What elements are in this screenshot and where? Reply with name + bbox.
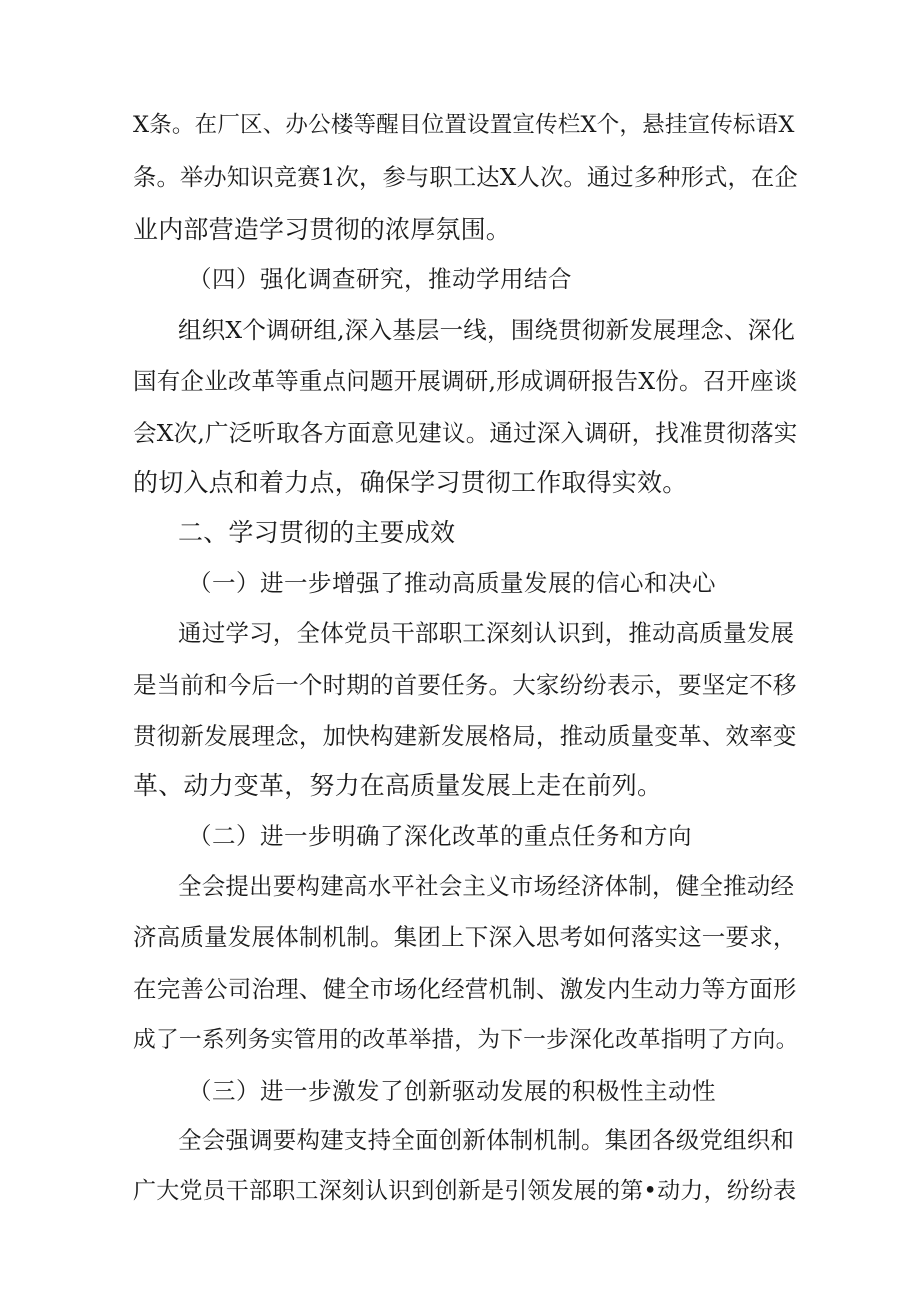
- body-line: 国有企业改革等重点问题开展调研,形成调研报告X份。召开座谈: [133, 367, 798, 395]
- section-heading: （二）进一步明确了深化改革的重点任务和方向: [188, 822, 692, 850]
- body-line: X条。在厂区、办公楼等醒目位置设置宣传栏X个，悬挂宣传标语X: [133, 112, 795, 138]
- body-line: 革、动力变革，努力在高质量发展上走在前列。: [133, 771, 663, 800]
- body-line: 通过学习，全体党员干部职工深刻认识到，推动高质量发展: [178, 619, 795, 647]
- body-line: 是当前和今后一个时期的首要任务。大家纷纷表示，要坚定不移: [133, 671, 797, 699]
- body-line: 广大党员干部职工深刻认识到创新是引领发展的第•动力，纷纷表: [133, 1178, 797, 1204]
- section-title: 二、学习贯彻的主要成效: [178, 518, 456, 547]
- body-line: 济高质量发展体制机制。集团上下深入思考如何落实这一要求，: [133, 923, 797, 951]
- body-line: 业内部营造学习贯彻的浓厚氛围。: [133, 215, 512, 244]
- section-heading: （三）进一步激发了创新驱动发展的积极性主动性: [188, 1077, 716, 1105]
- section-heading: （四）强化调查研究，推动学用结合: [188, 265, 572, 293]
- body-line: 全会强调要构建支持全面创新体制机制。集团各级党组织和: [178, 1126, 795, 1154]
- body-line: 组织X个调研组,深入基层一线，围绕贯彻新发展理念、深化: [178, 316, 796, 344]
- body-line: 成了一系列务实管用的改革举措，为下一步深化改革指明了方向。: [133, 1027, 799, 1053]
- body-line: 全会提出要构建高水平社会主义市场经济体制，健全推动经: [178, 872, 795, 900]
- body-line: 在完善公司治理、健全市场化经营机制、激发内生动力等方面形: [133, 975, 797, 1003]
- body-line: 的切入点和着力点，确保学习贯彻工作取得实效。: [133, 468, 688, 497]
- body-line: 会X次,广泛听取各方面意见建议。通过深入调研，找准贯彻落实: [133, 419, 798, 447]
- body-line: 贯彻新发展理念，加快构建新发展格局，推动质量变革、效率变: [133, 722, 797, 750]
- section-heading: （一）进一步增强了推动高质量发展的信心和决心: [188, 569, 716, 597]
- body-line: 条。举办知识竞赛1次，参与职工达X人次。通过多种形式，在企: [133, 164, 798, 191]
